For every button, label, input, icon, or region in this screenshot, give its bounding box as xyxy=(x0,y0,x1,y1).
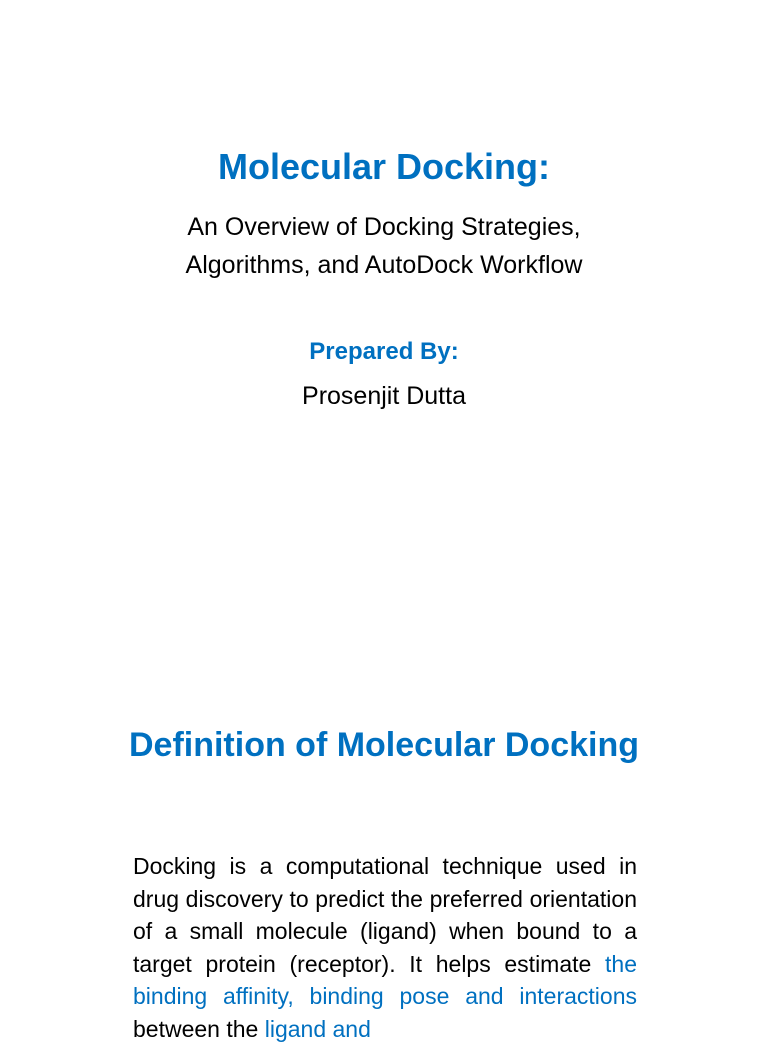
definition-paragraph xyxy=(133,850,637,1046)
presentation-title: Molecular Docking: xyxy=(217,146,551,187)
prepared-by-label: Prepared By: xyxy=(309,338,459,365)
subtitle-line: Algorithms, and AutoDock Workflow xyxy=(185,251,583,279)
highlighted-text: the binding affinity, binding pose and interactions xyxy=(133,950,637,1010)
subtitle-line: An Overview of Docking Strategies, xyxy=(187,213,581,241)
paragraph-text: between the xyxy=(133,1015,265,1042)
author-name: Prosenjit Dutta xyxy=(302,382,466,410)
definition-heading: Definition of Molecular Docking xyxy=(128,726,640,764)
highlighted-text: ligand and xyxy=(264,1015,371,1042)
paragraph-text: Docking is a computational technique used in drug discovery to predict the preferred orientation of a small molecule (ligand) when bound to a target protein (receptor). It helps estimate xyxy=(133,853,637,977)
definition-slide xyxy=(0,690,768,1042)
presentation-subtitle xyxy=(0,208,768,284)
